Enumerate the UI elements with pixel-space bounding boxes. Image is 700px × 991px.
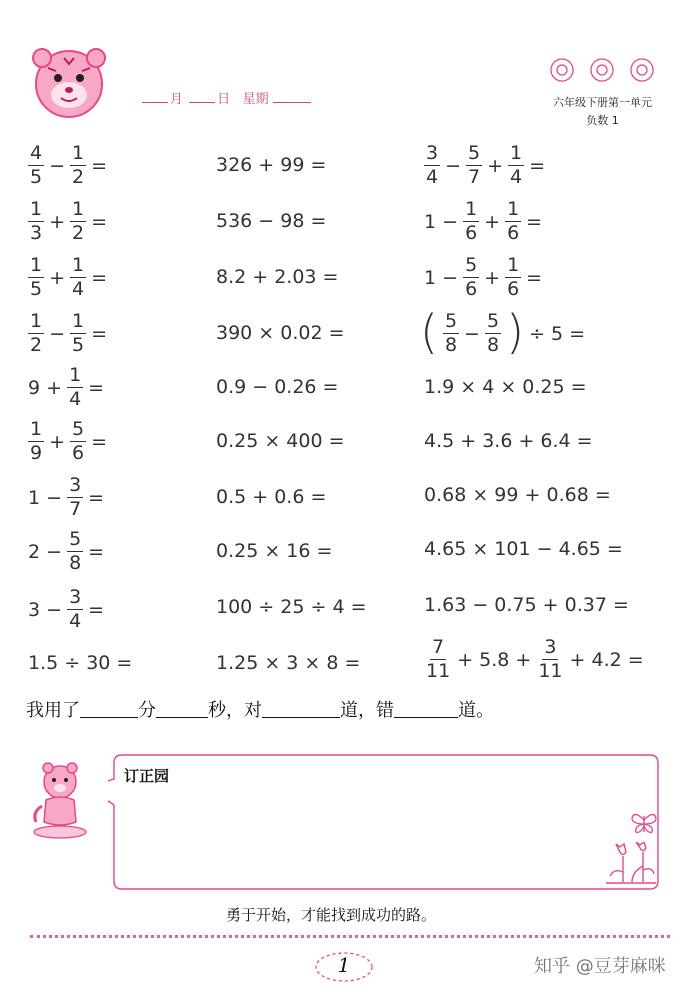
timing-record-line: 我用了 分 秒，对 道，错 道。 bbox=[26, 700, 494, 721]
fraction: $\frac{4}{5}$ bbox=[30, 142, 43, 188]
dotted-divider bbox=[30, 935, 670, 938]
butterfly-icon bbox=[630, 810, 658, 836]
problem-r10-c3: $\frac{7}{11}$ + 5.8 + $\frac{3}{11}$ + 4.2 = bbox=[426, 636, 644, 682]
problem-r6-c3: 4.5 + 3.6 + 6.4 = bbox=[424, 430, 593, 452]
problem-r4-c1: $\frac{1}{2}$ − $\frac{1}{5}$ = bbox=[30, 310, 108, 356]
watermark: 知乎 @豆芽麻咪 bbox=[534, 956, 666, 977]
correction-title: 订正园 bbox=[124, 767, 170, 785]
motto-text: 勇于开始，才能找到成功的路。 bbox=[226, 906, 437, 924]
weekday-blank[interactable] bbox=[273, 102, 311, 103]
problem-r2-c3: 1 − $\frac{1}{6}$ + $\frac{1}{6}$ = bbox=[424, 198, 543, 244]
problem-r9-c3: 1.63 − 0.75 + 0.37 = bbox=[424, 594, 629, 616]
unit-title: 六年级下册第一单元 bbox=[553, 96, 652, 109]
day-label: 日 bbox=[217, 92, 231, 107]
problem-r5-c1: 9 + $\frac{1}{4}$ = bbox=[28, 364, 105, 410]
problem-r2-c2: 536 − 98 = bbox=[216, 210, 327, 232]
unit-subtitle: 负数 1 bbox=[586, 114, 619, 127]
problem-r1-c1: $\frac{4}{5}$ − $\frac{1}{2}$ = bbox=[30, 142, 108, 188]
tiger-mascot-logo bbox=[28, 40, 110, 122]
problem-r1-c2: 326 + 99 = bbox=[216, 154, 327, 176]
page-number: 1 bbox=[337, 953, 351, 977]
problem-r2-c1: $\frac{1}{3}$ + $\frac{1}{2}$ = bbox=[30, 198, 108, 244]
problem-r10-c1: 1.5 ÷ 30 = bbox=[28, 652, 133, 674]
minutes-blank[interactable] bbox=[80, 699, 138, 718]
problem-r3-c2: 8.2 + 2.03 = bbox=[216, 266, 339, 288]
problem-r6-c1: $\frac{1}{9}$ + $\frac{5}{6}$ = bbox=[30, 418, 108, 464]
month-label: 月 bbox=[170, 92, 184, 107]
problem-r10-c2: 1.25 × 3 × 8 = bbox=[216, 652, 361, 674]
problem-r8-c3: 4.65 × 101 − 4.65 = bbox=[424, 538, 623, 560]
problem-r3-c1: $\frac{1}{5}$ + $\frac{1}{4}$ = bbox=[30, 254, 108, 300]
seconds-blank[interactable] bbox=[156, 699, 208, 718]
problem-r5-c2: 0.9 − 0.26 = bbox=[216, 376, 339, 398]
problem-r6-c2: 0.25 × 400 = bbox=[216, 430, 345, 452]
problem-r7-c1: 1 − $\frac{3}{7}$ = bbox=[28, 474, 105, 520]
month-blank[interactable] bbox=[142, 102, 168, 103]
problem-r8-c2: 0.25 × 16 = bbox=[216, 540, 333, 562]
problem-r4-c3: ( $\frac{5}{8}$ − $\frac{5}{8}$ ) ÷ 5 = bbox=[420, 304, 586, 359]
correction-area[interactable] bbox=[108, 753, 660, 891]
wrong-count-blank[interactable] bbox=[394, 699, 458, 718]
tulips-icon bbox=[606, 842, 656, 884]
problem-r8-c1: 2 − $\frac{5}{8}$ = bbox=[28, 528, 105, 574]
problem-r4-c2: 390 × 0.02 = bbox=[216, 322, 345, 344]
date-fill-line bbox=[140, 88, 311, 107]
day-blank[interactable] bbox=[189, 102, 215, 103]
problem-r5-c3: 1.9 × 4 × 0.25 = bbox=[424, 376, 587, 398]
tiger-mascot-icon bbox=[24, 760, 98, 840]
fraction: $\frac{1}{2}$ bbox=[72, 142, 85, 188]
problem-r9-c2: 100 ÷ 25 ÷ 4 = bbox=[216, 596, 367, 618]
flower-decoration-icon bbox=[544, 56, 660, 84]
problem-r1-c3: $\frac{3}{4}$ − $\frac{5}{7}$ + $\frac{1}{4}$ = bbox=[426, 142, 546, 188]
problem-r3-c3: 1 − $\frac{5}{6}$ + $\frac{1}{6}$ = bbox=[424, 254, 543, 300]
weekday-label: 星期 bbox=[242, 92, 269, 107]
problem-r7-c2: 0.5 + 0.6 = bbox=[216, 486, 327, 508]
problem-r9-c1: 3 − $\frac{3}{4}$ = bbox=[28, 586, 105, 632]
problem-r7-c3: 0.68 × 99 + 0.68 = bbox=[424, 484, 611, 506]
correct-count-blank[interactable] bbox=[262, 699, 340, 718]
